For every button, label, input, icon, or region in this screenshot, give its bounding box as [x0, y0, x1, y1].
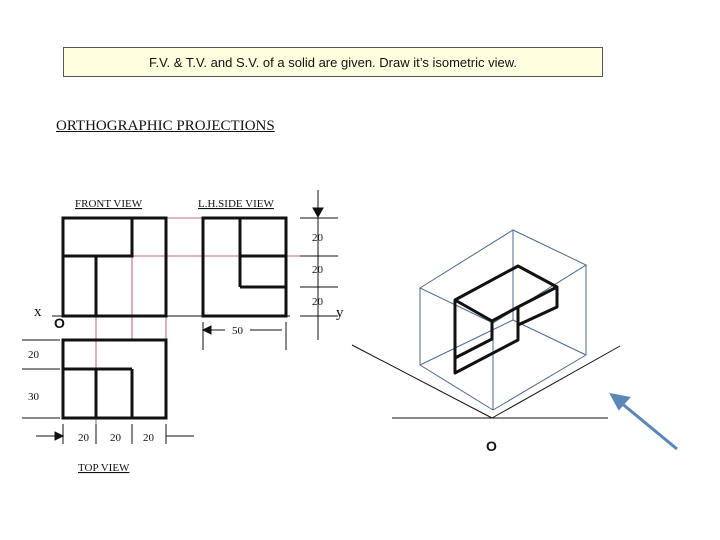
side-view-outline	[203, 218, 286, 316]
arrow-head	[313, 208, 323, 217]
iso-solid-outline	[455, 266, 557, 373]
iso-pointer-arrow	[620, 402, 677, 449]
isometric-view	[352, 230, 677, 449]
top-view-outline	[63, 340, 166, 418]
top-view-label: TOP VIEW	[78, 462, 130, 474]
iso-axis-line	[352, 345, 492, 418]
dimension-label: 30	[28, 391, 39, 403]
iso-solid-edge	[492, 287, 557, 321]
iso-origin-label: O	[486, 438, 497, 454]
front-view-label: FRONT VIEW	[75, 198, 143, 210]
front-view-outline	[63, 218, 166, 316]
section-heading: ORTHOGRAPHIC PROJECTIONS	[56, 118, 275, 134]
dimension-label: 20	[78, 432, 89, 444]
arrow-head	[55, 432, 63, 440]
dimension-label: 20	[312, 232, 323, 244]
origin-label: O	[54, 315, 65, 331]
title-text: F.V. & T.V. and S.V. of a solid are given. Draw it’s isometric view.	[148, 54, 518, 70]
iso-axis-line	[492, 346, 620, 418]
y-label: y	[336, 305, 344, 321]
dimension-label: 20	[312, 264, 323, 276]
side-view	[203, 218, 286, 316]
front-view	[63, 218, 166, 316]
dimension-label: 20	[143, 432, 154, 444]
projector-lines	[96, 218, 300, 436]
arrow-head	[203, 326, 211, 334]
front-view-step-upper	[63, 218, 132, 256]
iso-box-edge-hidden	[420, 320, 513, 365]
iso-solid-edge	[455, 300, 492, 358]
side-view-label: L.H.SIDE VIEW	[198, 198, 274, 210]
iso-box-top	[420, 230, 586, 323]
dimension-label: 20	[312, 296, 323, 308]
top-view	[63, 340, 166, 418]
iso-box-edge	[493, 355, 586, 410]
dimension-label: 20	[28, 349, 39, 361]
dimension-label: 50	[232, 325, 243, 337]
x-label: x	[34, 304, 42, 320]
iso-box-edge-hidden	[513, 320, 586, 355]
dimension-label: 20	[110, 432, 121, 444]
